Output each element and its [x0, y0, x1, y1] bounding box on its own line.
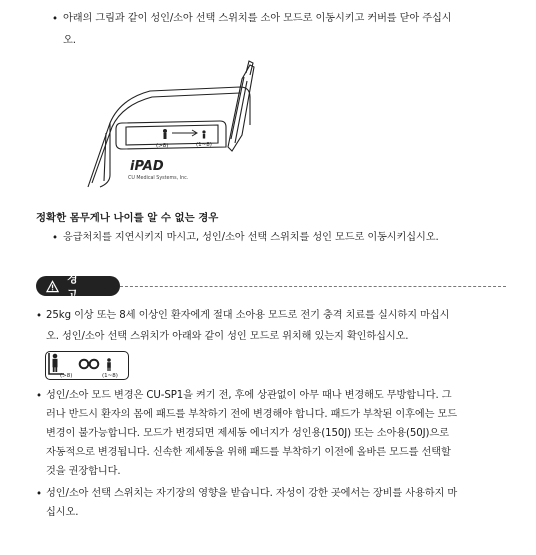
warning-item-2-line-2: 러나 반드시 환자의 몸에 패드를 부착하기 전에 변경해야 합니다. 패드가 부착된 이후에는 모드 — [46, 409, 457, 420]
warning-triangle-icon — [46, 280, 59, 293]
bullet: • — [36, 489, 43, 500]
child-range-label: (1~8) — [196, 142, 212, 148]
warning-item-3-line-1: 성인/소아 선택 스위치는 자기장의 영향을 받습니다. 자성이 강한 곳에서는 장비를 사용하지 마 — [46, 488, 458, 499]
device-logo: iPAD — [130, 159, 164, 174]
device-figure — [70, 55, 270, 195]
warning-item-3-line-2: 십시오. — [46, 507, 79, 518]
adult-range-label: (>8) — [156, 143, 169, 149]
child-range-label: (1~8) — [102, 373, 118, 378]
mode-switch-graphic — [45, 351, 129, 380]
section-heading: 정확한 몸무게나 나이를 알 수 없는 경우 — [36, 212, 219, 224]
warning-badge — [36, 272, 120, 301]
adult-range-label: (>8) — [60, 373, 73, 378]
warning-label: 경 고 — [67, 272, 85, 301]
warning-item-2-line-3: 변경이 불가능합니다. 모드가 변경되면 제세동 에너지가 성인용(150J) 또는 소아용(50J)으로 — [46, 428, 449, 439]
top-note-line-2: 오. — [63, 35, 76, 46]
bullet: • — [36, 391, 43, 402]
bullet: • — [52, 233, 59, 244]
bullet: • — [36, 311, 43, 322]
warning-divider — [120, 286, 506, 287]
warning-item-2-line-4: 자동적으로 변경됩니다. 신속한 제세동을 위해 패드를 부착하기 이전에 올바른 모드를 선택할 — [46, 447, 451, 458]
section-text: 응급처치를 지연시키지 마시고, 성인/소아 선택 스위치를 성인 모드로 이동시키십시오. — [63, 232, 439, 243]
device-illustration — [70, 55, 270, 195]
bullet: • — [52, 14, 59, 25]
warning-item-1-line-1: 25kg 이상 또는 8세 이상인 환자에게 절대 소아용 모드로 전기 충격 치료를 실시하지 마십시 — [46, 310, 450, 321]
company-label: CU Medical Systems, Inc. — [128, 176, 189, 181]
warning-item-1-line-2: 오. 성인/소아 선택 스위치가 아래와 같이 성인 모드로 위치해 있는지 확인하십시오. — [46, 331, 409, 342]
warning-item-2-line-1: 성인/소아 모드 변경은 CU-SP1을 켜기 전, 후에 상관없이 아무 때나 변경해도 무방합니다. 그 — [46, 390, 452, 401]
mode-switch-diagram — [46, 352, 127, 378]
warning-item-2-line-5: 것을 권장합니다. — [46, 466, 121, 477]
top-note-line-1: 아래의 그림과 같이 성인/소아 선택 스위치를 소아 모드로 이동시키고 커버를 닫아 주십시 — [63, 13, 452, 24]
